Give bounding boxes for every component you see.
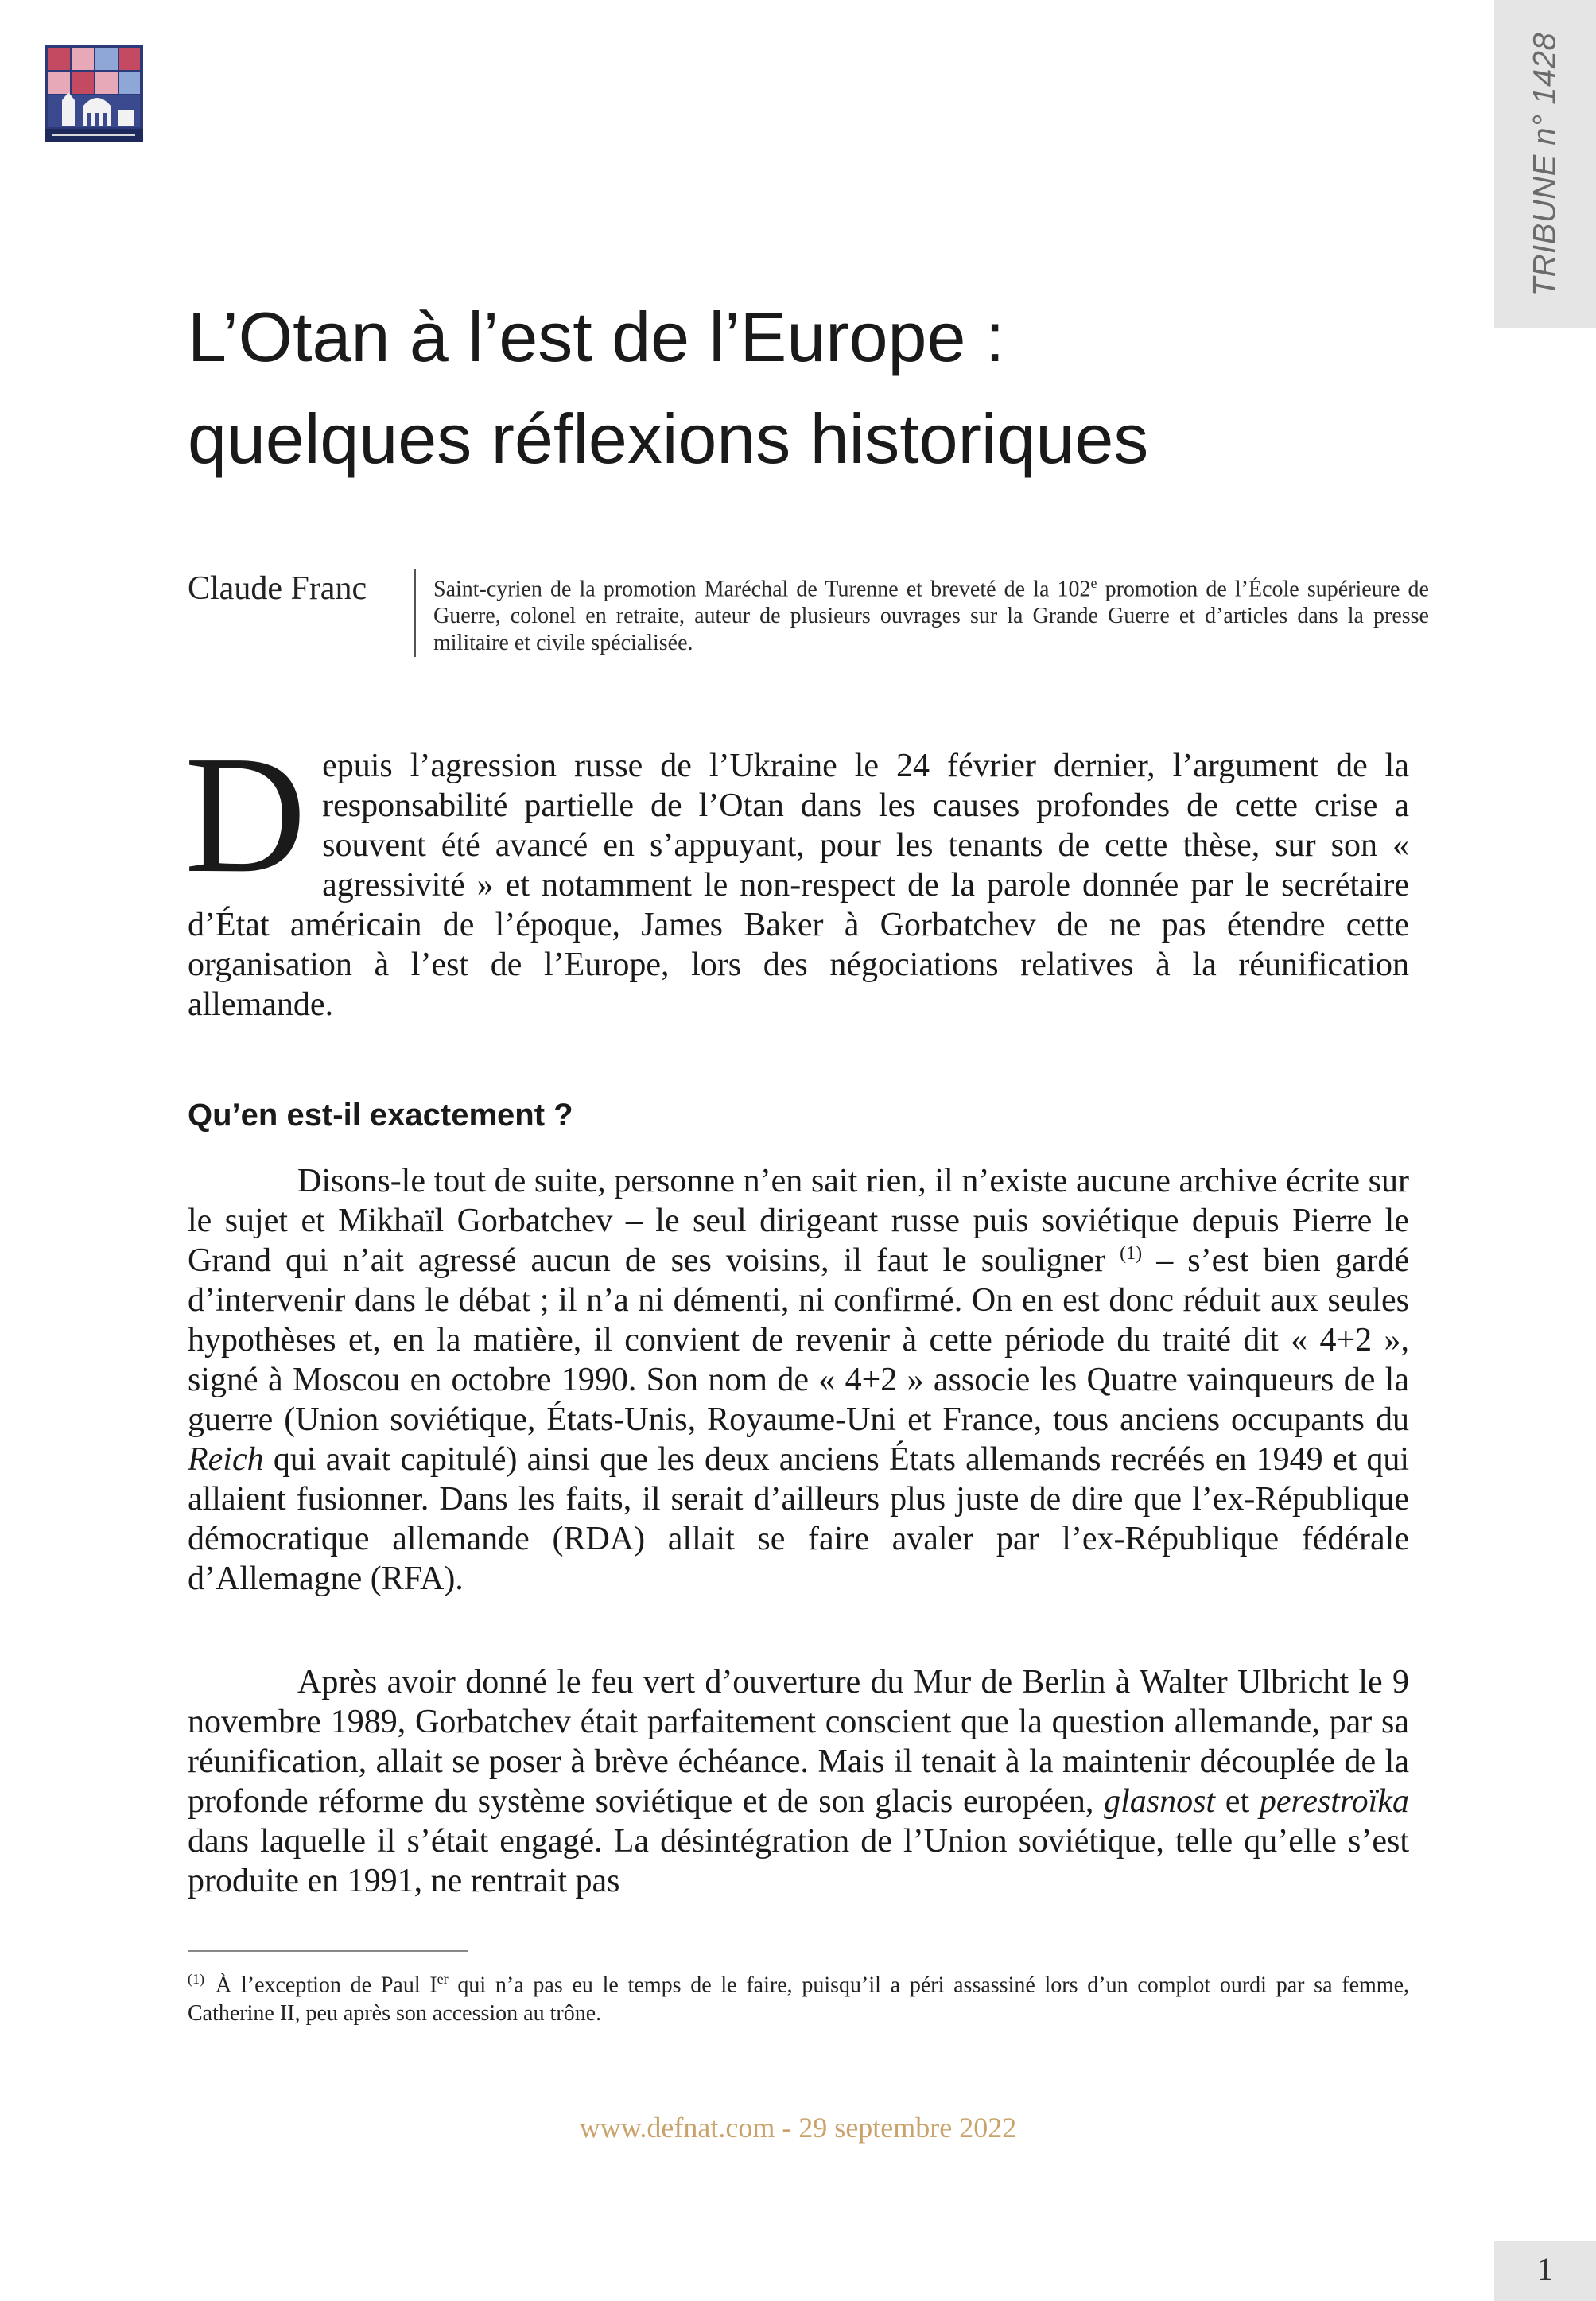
paragraph-1-text-b: – s’est bien gardé d’intervenir dans le débat ; il n’a ni démenti, ni confirmé. On en est donc réduit aux seules hypothèses et, en la matière, il convient de revenir à cette période du traité dit « 4+2 », signé à Moscou en octobre 1990. Son nom de « 4+2 » associe les Quatre vainqueurs de la guerre (Union soviétique, États-Unis, Royaume-Uni et France, tous anciens occupants du: [188, 1242, 1409, 1438]
article-title-line-1: L’Otan à l’est de l’Europe :: [188, 297, 1005, 376]
footnote-divider: [188, 1950, 468, 1952]
author-bio: [414, 569, 1429, 657]
paragraph-1-text-a: Disons-le tout de suite, personne n’en sait rien, il n’existe aucune archive écrite sur le sujet et Mikhaïl Gorbatchev – le seul dirigeant russe puis soviétique depuis Pierre le Grand qui n’ait agressé aucun de ses voisins, il faut le souligner: [188, 1163, 1409, 1279]
tribune-number: TRIBUNE n° 1428: [1527, 32, 1563, 297]
intro-paragraph: [184, 721, 1409, 1024]
tribune-side-tab: [1494, 0, 1596, 328]
article-title-line-2: quelques réflexions historiques: [188, 399, 1149, 478]
body-paragraph-1: [188, 1161, 1409, 1599]
author-bio-part-2: promotion de l’École supérieure de Guerre, colonel en retraite, auteur de plusieurs ouvrages sur la Grande Guerre et d’articles dans la presse militaire et civile spécialisée.: [433, 577, 1429, 656]
author-bio-part-1: Saint-cyrien de la promotion Maréchal de Turenne et breveté de la 102: [433, 577, 1091, 602]
page-number-box: [1494, 2241, 1596, 2301]
paragraph-2-text-c: dans laquelle il s’était engagé. La désintégration de l’Union soviétique, telle qu’elle s’est produite en 1991, ne rentrait pas: [188, 1823, 1409, 1899]
paragraph-2-text-b: et: [1215, 1783, 1260, 1820]
footnote-superscript: er: [437, 1971, 449, 1987]
paragraph-1-text-c: qui avait capitulé) ainsi que les deux anciens États allemands recréés en 1949 et qui allaient fusionner. Dans les faits, il serait d’ailleurs plus juste de dire que l’ex-République démocratique allemande (RDA) allait se faire avaler par l’ex-République fédérale d’Allemagne (RFA).: [188, 1441, 1409, 1597]
drop-cap: D: [184, 721, 307, 908]
paragraph-2-italic-perestroika: perestroïka: [1259, 1783, 1409, 1820]
paragraph-2-italic-glasnost: glasnost: [1104, 1783, 1216, 1820]
article-title: [188, 286, 1380, 490]
footnote-text-b: qui n’a pas eu le temps de le faire, puisqu’il a péri assassiné lors d’un complot ourdi par sa femme, Catherine II, peu après son accession au trône.: [188, 1973, 1409, 2027]
footnote-number: (1): [188, 1971, 204, 1987]
footer-site-and-date[interactable]: www.defnat.com - 29 septembre 2022: [579, 2112, 1017, 2144]
defnat-review-logo-icon: [45, 45, 143, 142]
footnote-reference[interactable]: (1): [1120, 1243, 1143, 1264]
author-name: Claude Franc: [188, 570, 367, 607]
footnote-text-a: À l’exception de Paul I: [216, 1973, 437, 1998]
paragraph-1-italic: Reich: [188, 1441, 264, 1478]
section-heading: Qu’en est-il exactement ?: [188, 1098, 573, 1133]
footnote-1: [188, 1965, 1409, 2028]
body-paragraph-2: [188, 1662, 1409, 1901]
paragraph-2-text-a: Après avoir donné le feu vert d’ouverture du Mur de Berlin à Walter Ulbricht le 9 novembre 1989, Gorbatchev était parfaitement conscient que la question allemande, par sa réunification, allait se poser à brève échéance. Mais il tenait à la maintenir découplée de la profonde réforme du système soviétique et de son glacis européen,: [188, 1664, 1409, 1820]
page-number: 1: [1537, 2251, 1553, 2287]
intro-text: epuis l’agression russe de l’Ukraine le 24 février dernier, l’argument de la responsabilité partielle de l’Otan dans les causes profondes de cette crise a souvent été avancé en s’appuyant, pour les tenants de cette thèse, sur son « agressivité » et notamment le non-respect de la parole donnée par le secrétaire d’État américain de l’époque, James Baker à Gorbatchev de ne pas étendre cette organisation à l’est de l’Europe, lors des négociations relatives à la réunification allemande.: [188, 748, 1409, 1023]
author-bio-superscript: e: [1090, 575, 1097, 591]
